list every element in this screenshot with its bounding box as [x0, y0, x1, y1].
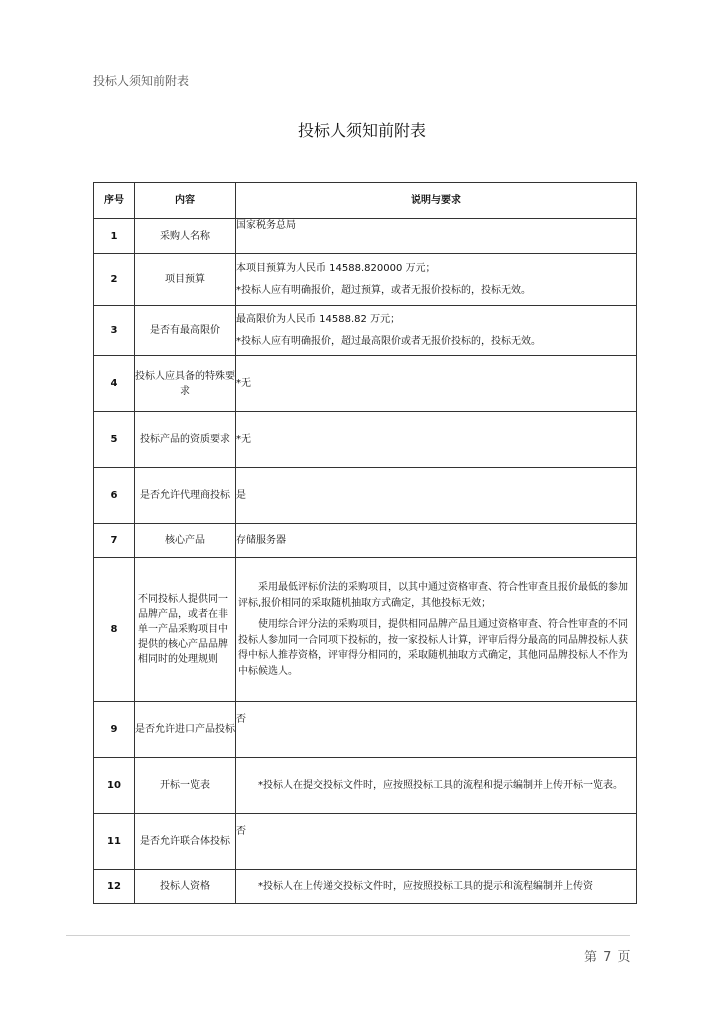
row-number: 6 [94, 468, 135, 524]
row-content: 是否允许代理商投标 [135, 468, 236, 524]
table-header-row [94, 183, 637, 219]
description-line: *无 [236, 434, 251, 445]
description-line: *投标人应有明确报价，超过最高限价或者无报价投标的，投标无效。 [236, 335, 541, 347]
row-content: 是否允许进口产品投标 [135, 702, 236, 758]
row-content: 核心产品 [135, 524, 236, 558]
table-row [94, 468, 637, 524]
row-description [236, 870, 637, 904]
row-description [236, 758, 637, 814]
row-number: 7 [94, 524, 135, 558]
description-paragraph: *投标人在上传递交投标文件时，应按照投标工具的提示和流程编制并上传资 [258, 880, 593, 892]
table-row [94, 814, 637, 870]
row-description [236, 702, 637, 758]
row-number: 5 [94, 412, 135, 468]
description-line: 存储服务器 [236, 535, 286, 546]
column-header-content: 内容 [135, 183, 236, 219]
table-row [94, 524, 637, 558]
row-number: 4 [94, 356, 135, 412]
document-title: 投标人须知前附表 [297, 121, 426, 140]
row-number: 3 [94, 306, 135, 356]
table-row [94, 254, 637, 306]
description-line: *投标人应有明确报价，超过预算，或者无报价投标的，投标无效。 [236, 284, 531, 296]
row-number: 8 [94, 558, 135, 702]
table-row [94, 356, 637, 412]
description-line: 本项目预算为人民币 14588.820000 万元； [236, 262, 436, 274]
row-description [236, 524, 637, 558]
description-line: 是 [236, 490, 246, 501]
row-description [236, 219, 637, 254]
row-number: 12 [94, 870, 135, 904]
row-number: 2 [94, 254, 135, 306]
description-paragraph: 使用综合评分法的采购项目，提供相同品牌产品且通过资格审查、符合性审查的不同投标人参加同一合同项下投标的，按一家投标人计算，评审后得分最高的同品牌投标人获得中标人推荐资格，评审得分相同的，采取随机抽取方式确定，其他同品牌投标人不作为中标候选人。 [238, 619, 628, 677]
row-content: 投标人资格 [135, 870, 236, 904]
row-content: 是否允许联合体投标 [135, 814, 236, 870]
running-header: 投标人须知前附表 [93, 74, 190, 88]
description-line: 否 [236, 825, 246, 837]
row-description [236, 468, 637, 524]
description-paragraph: 采用最低评标价法的采购项目，以其中通过资格审查、符合性审查且报价最低的参加评标,报价相同的采取随机抽取方式确定，其他投标无效； [238, 582, 628, 609]
column-header-description: 说明与要求 [236, 183, 637, 219]
table-row [94, 758, 637, 814]
row-number: 1 [94, 219, 135, 254]
description-line: 国家税务总局 [236, 220, 296, 231]
row-number: 10 [94, 758, 135, 814]
table-row [94, 412, 637, 468]
row-description [236, 558, 637, 702]
page-number: 第 7 页 [584, 950, 632, 965]
row-content: 开标一览表 [135, 758, 236, 814]
row-description [236, 306, 637, 356]
row-content: 投标产品的资质要求 [135, 412, 236, 468]
column-header-number: 序号 [94, 183, 135, 219]
table-row [94, 306, 637, 356]
description-line: *无 [236, 378, 251, 389]
row-number: 11 [94, 814, 135, 870]
row-content: 项目预算 [135, 254, 236, 306]
footer-divider [66, 935, 630, 936]
row-content: 采购人名称 [135, 219, 236, 254]
row-content: 不同投标人提供同一品牌产品，或者在非单一产品采购项目中提供的核心产品品牌相同时的处理规则 [135, 558, 236, 702]
description-line: 否 [236, 713, 246, 725]
description-paragraph: *投标人在提交投标文件时，应按照投标工具的流程和提示编制并上传开标一览表。 [258, 779, 623, 791]
row-number: 9 [94, 702, 135, 758]
requirements-table [93, 182, 637, 904]
row-description [236, 356, 637, 412]
table-row [94, 219, 637, 254]
row-description [236, 814, 637, 870]
row-content: 是否有最高限价 [135, 306, 236, 356]
table-row [94, 870, 637, 904]
table-row [94, 558, 637, 702]
table-row [94, 702, 637, 758]
row-content: 投标人应具备的特殊要求 [135, 356, 236, 412]
description-line: 最高限价为人民币 14588.82 万元； [236, 313, 401, 325]
row-description [236, 412, 637, 468]
row-description [236, 254, 637, 306]
